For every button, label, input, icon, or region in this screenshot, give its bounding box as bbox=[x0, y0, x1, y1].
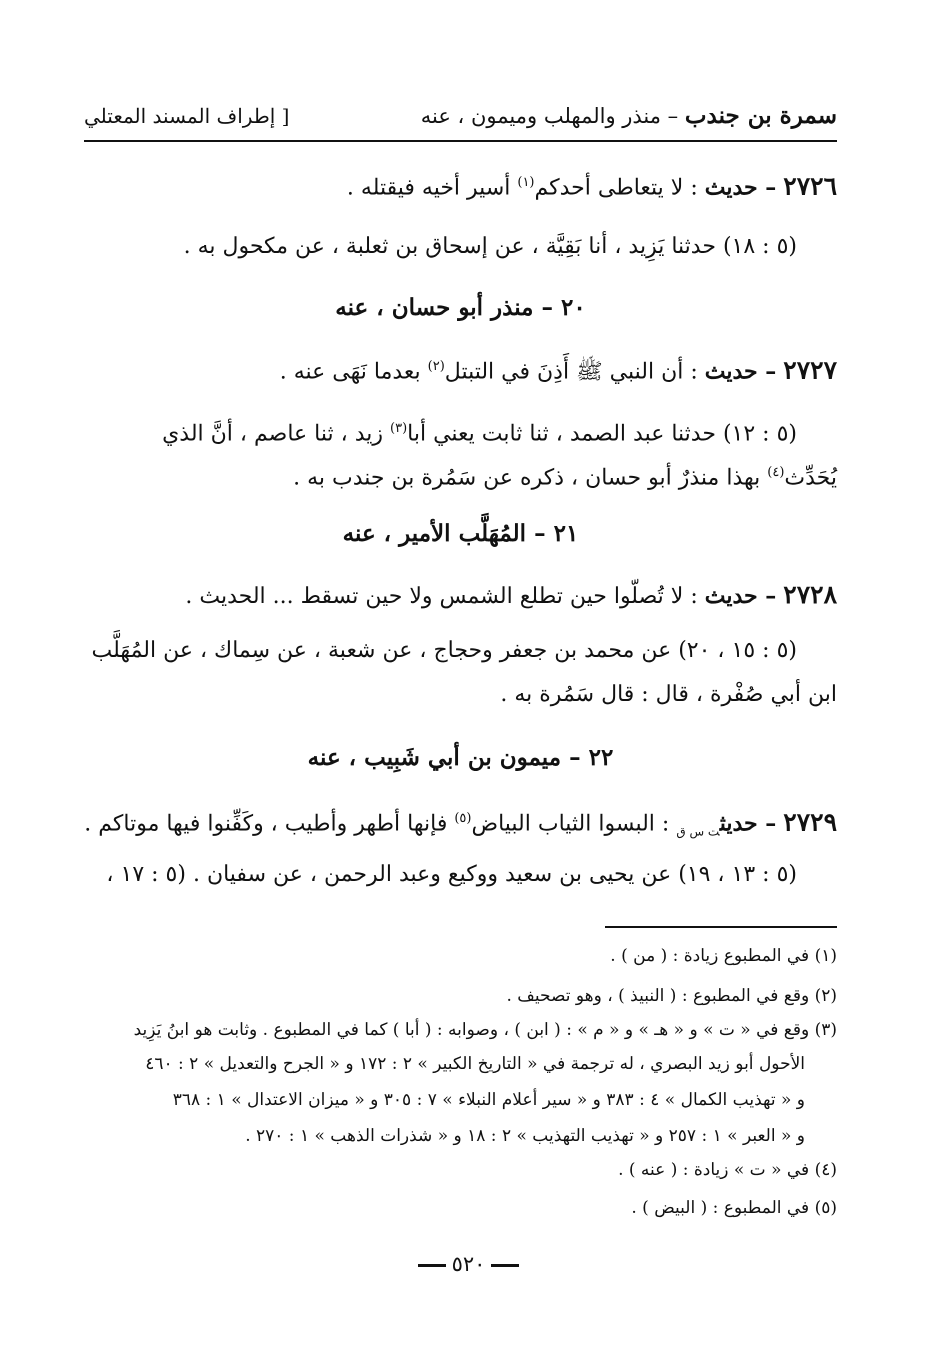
hadith-text: : البسوا الثياب البياض bbox=[471, 811, 677, 837]
footnote-ref: (٤) bbox=[767, 465, 785, 480]
isnad-text-cont: زيد ، ثنا عاصم ، أنَّ الذي bbox=[162, 421, 390, 447]
hadith-label: حديث bbox=[704, 358, 758, 385]
footnote-ref: (٣) bbox=[390, 421, 408, 436]
footnote-2: (٢) وقع في المطبوع : ( النبيذ ) ، وهو تصحيف . bbox=[506, 986, 837, 1006]
isnad-text: يُحَدِّث bbox=[784, 465, 837, 491]
hadith-2726: ٢٧٢٦ – حديث : لا يتعاطى أحدكم$^{(١)}$ أسير أخيه فيقتله . bbox=[346, 171, 837, 201]
hadith-number: ٢٧٢٧ bbox=[783, 355, 837, 385]
header-title-rest: – منذر والمهلب وميمون ، عنه bbox=[420, 104, 685, 128]
hadith-number: ٢٧٢٨ bbox=[783, 580, 837, 609]
footnote-4: (٤) في « ت » زيادة : ( عنه ) . bbox=[618, 1160, 837, 1180]
dash-right bbox=[491, 1264, 519, 1267]
footnote-ref: (٥) bbox=[454, 811, 472, 826]
isnad-2727-line2 bbox=[84, 458, 837, 493]
isnad-2728-line1: (٥ : ١٥ ، ٢٠) عن محمد بن جعفر وحجاج ، عن شعبة ، عن سِماك ، عن المُهَلَّب bbox=[91, 638, 797, 663]
footnote-ref: (٢) bbox=[427, 359, 445, 374]
isnad-2728-line2: ابن أبي صُفْرة ، قال : قال سَمُرة به . bbox=[500, 682, 837, 707]
header-title-bold: سمرة بن جندب bbox=[684, 102, 837, 129]
footnote-rule bbox=[605, 926, 837, 928]
footnote-3-line1: (٣) وقع في « ت » و « هـ » و « م » : ( ابن ) ، وصوابه : ( أبا ) كما في المطبوع . وثابت هو ابنُ يَزِيد bbox=[133, 1020, 837, 1040]
hadith-number: ٢٧٢٦ bbox=[783, 171, 837, 201]
isnad-2726: (٥ : ١٨) حدثنا يَزِيد ، أنا بَقِيَّة ، عن إسحاق بن ثعلبة ، عن مكحول به . bbox=[183, 234, 797, 259]
header-section-title bbox=[421, 102, 837, 129]
hadith-text-cont: فإنها أطهر وأطيب ، وكَفِّنوا فيها موتاكم . bbox=[84, 811, 455, 837]
isnad-text-cont: بهذا منذرٌ أبو حسان ، ذكره عن سَمُرة بن جندب به . bbox=[293, 465, 768, 491]
dash-left bbox=[418, 1264, 446, 1267]
page-number bbox=[0, 1252, 937, 1276]
hadith-number: ٢٧٢٩ bbox=[783, 807, 837, 837]
hadith-label: حديث bbox=[719, 810, 758, 837]
footnote-3-line4: و « العبر » ١ : ٢٥٧ و « تهذيب التهذيب » ٢ : ١٨ و « شذرات الذهب » ١ : ٢٧٠ . bbox=[245, 1126, 805, 1146]
footnote-3-line2: الأحول أبو زيد البصري ، له ترجمة في « التاريخ الكبير » ٢ : ١٧٢ و « الجرح والتعديل » ٢ : ٤٦٠ bbox=[145, 1054, 805, 1074]
page-number-text: ٥٢٠ bbox=[451, 1252, 486, 1276]
hadith-2727: ٢٧٢٧ – حديث : أن النبي ﷺ أَذِنَ في التبتل$^{(٢)}$ بعدما نَهَى عنه . bbox=[279, 355, 837, 385]
hadith-2728: ٢٧٢٨ – حديث : لا تُصلّوا حين تطلع الشمس ولا حين تسقط ... الحديث . bbox=[185, 580, 837, 609]
header-book-title: [ إطراف المسند المعتلي bbox=[84, 104, 290, 128]
section-heading-22: ٢٢ – ميمون بن أبي شَبِيب ، عنه bbox=[307, 744, 614, 771]
footnote-ref: (١) bbox=[517, 175, 535, 190]
hadith-text-cont: بعدما نَهَى عنه . bbox=[279, 359, 428, 385]
isnad-2727-line1 bbox=[84, 414, 797, 449]
footnote-1: (١) في المطبوع زيادة : ( من ) . bbox=[610, 946, 837, 966]
hadith-label: حديث bbox=[704, 174, 758, 201]
footnote-3-line3: و « تهذيب الكمال » ٤ : ٣٨٣ و « سير أعلام النبلاء » ٧ : ٣٠٥ و « ميزان الاعتدال » ١ : ٣٦٨ bbox=[172, 1090, 805, 1110]
hadith-text: : أن النبي ﷺ أَذِنَ في التبتل bbox=[444, 359, 705, 385]
section-heading-20: ٢٠ – منذر أبو حسان ، عنه bbox=[335, 294, 586, 321]
isnad-2729: (٥ : ١٣ ، ١٩) عن يحيى بن سعيد ووكيع وعبد الرحمن ، عن سفيان . (٥ : ١٧ ، bbox=[106, 862, 797, 887]
hadith-label: حديث bbox=[704, 583, 758, 609]
source-sigla: ت س ق bbox=[676, 824, 720, 839]
header-rule bbox=[84, 140, 837, 142]
section-heading-21: ٢١ – المُهَلَّب الأمير ، عنه bbox=[342, 520, 579, 547]
footnote-5: (٥) في المطبوع : ( البيض ) . bbox=[631, 1198, 837, 1218]
hadith-2729: ٢٧٢٩ – حديث$_{ت س ق}$ : البسوا الثياب البياض$^{(٥)}$ فإنها أطهر وأطيب ، وكَفِّنوا فيها موتاكم . bbox=[84, 807, 837, 839]
isnad-text: (٥ : ١٢) حدثنا عبد الصمد ، ثنا ثابت يعني أبا bbox=[407, 421, 797, 447]
hadith-text-cont: أسير أخيه فيقتله . bbox=[346, 175, 518, 201]
hadith-text: : لا تُصلّوا حين تطلع الشمس ولا حين تسقط ... الحديث . bbox=[185, 584, 705, 609]
running-header bbox=[84, 98, 837, 138]
hadith-text: : لا يتعاطى أحدكم bbox=[534, 175, 705, 201]
